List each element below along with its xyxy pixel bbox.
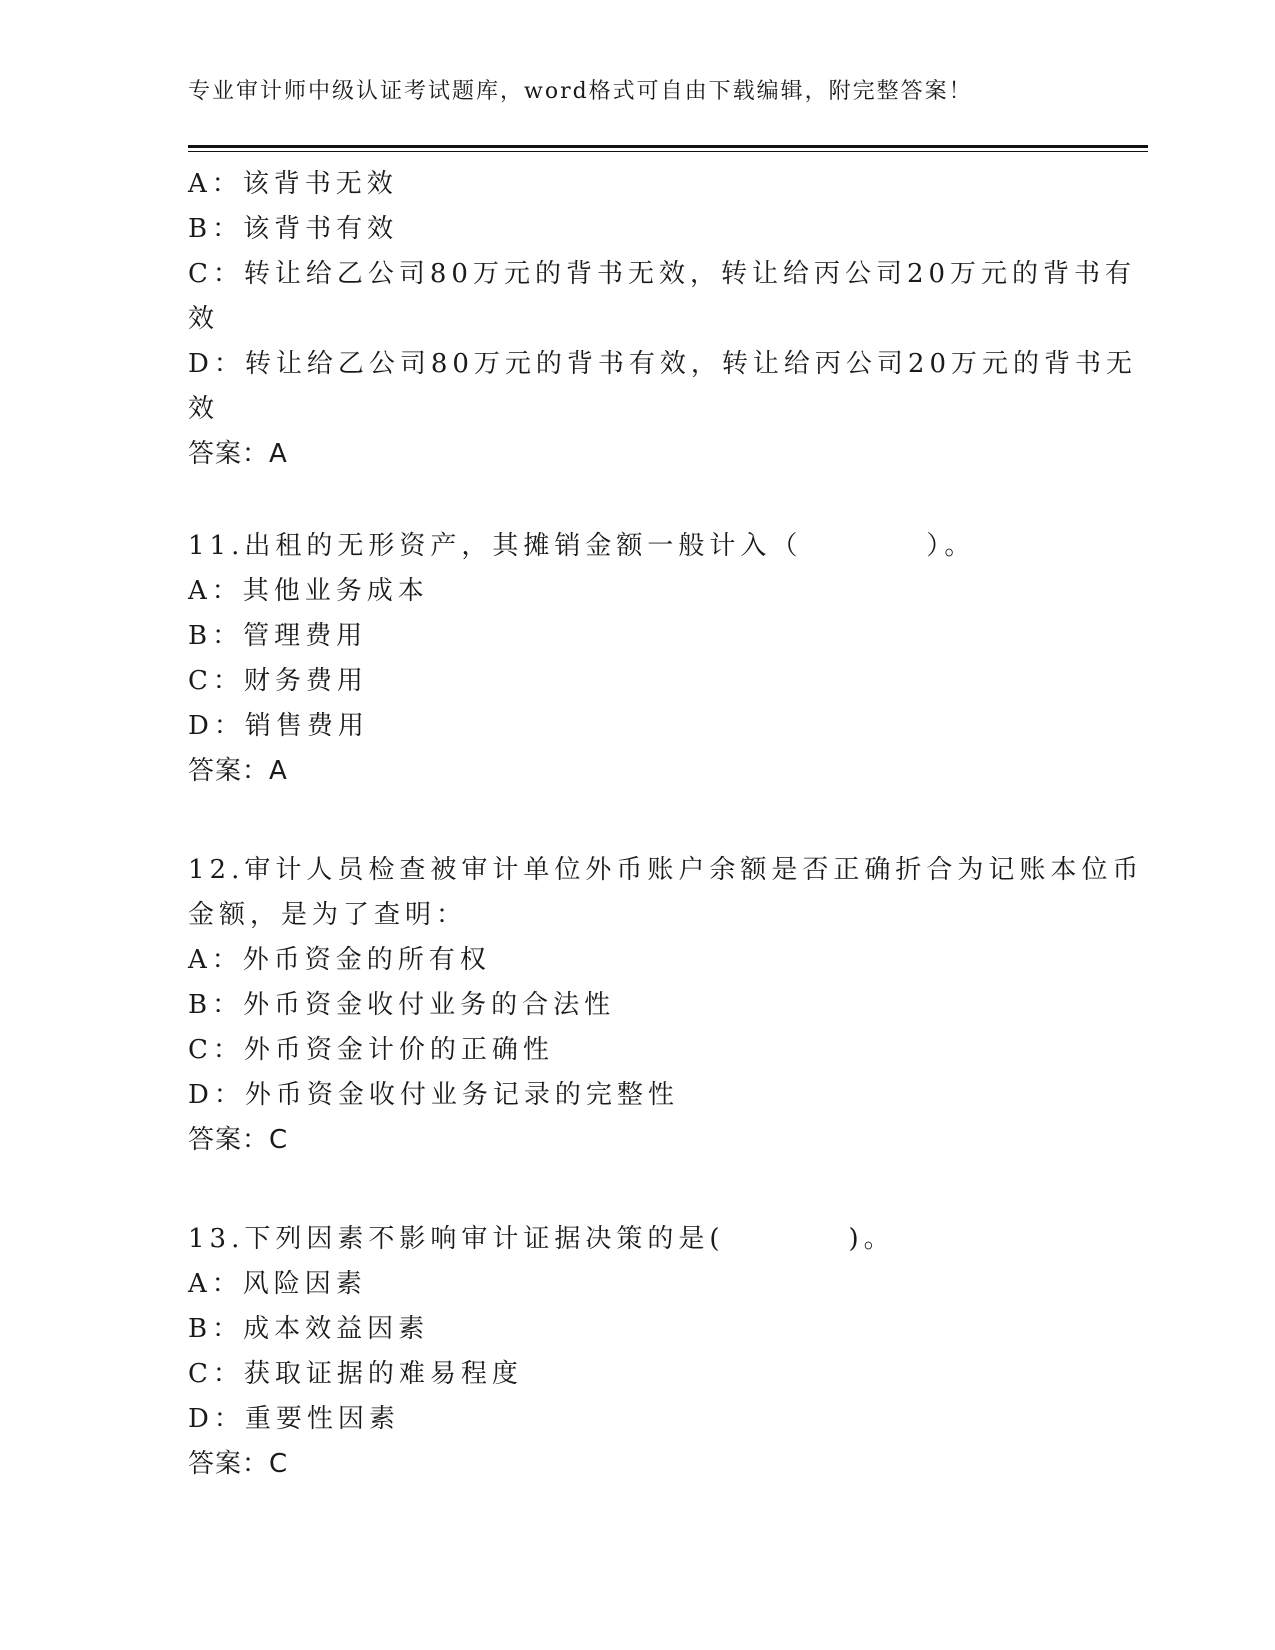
option-d: D：转让给乙公司80万元的背书有效，转让给丙公司20万元的背书无: [188, 349, 1138, 379]
option-d: D：外币资金收付业务记录的完整性: [188, 1080, 679, 1110]
option-b: B：该背书有效: [188, 214, 399, 244]
question-text: 11.出租的无形资产，其摊销金额一般计入（ ）。: [188, 531, 976, 561]
answer-label: 答案：C: [188, 1449, 289, 1479]
question-text: 12.审计人员检查被审计单位外币账户余额是否正确折合为记账本位币: [188, 855, 1144, 885]
question-block-11: [188, 524, 1088, 794]
option-a: A：外币资金的所有权: [188, 945, 491, 975]
question-text: 13.下列因素不影响审计证据决策的是( )。: [188, 1224, 895, 1254]
option-b: B：管理费用: [188, 621, 368, 651]
option-d: D：销售费用: [188, 711, 369, 741]
header-divider-thick: [188, 145, 1148, 148]
option-c: C：转让给乙公司80万元的背书无效，转让给丙公司20万元的背书有: [188, 259, 1137, 289]
question-text-continued: 金额，是为了查明：: [188, 900, 468, 930]
question-block-10: [188, 162, 1138, 477]
option-c: C：获取证据的难易程度: [188, 1359, 523, 1389]
answer-label: 答案：A: [188, 439, 288, 469]
option-b: B：外币资金收付业务的合法性: [188, 990, 616, 1020]
answer-label: 答案：C: [188, 1125, 289, 1155]
option-a: A：该背书无效: [188, 169, 398, 199]
answer-label: 答案：A: [188, 756, 288, 786]
option-c: C：外币资金计价的正确性: [188, 1035, 554, 1065]
option-d-continued: 效: [188, 394, 220, 424]
question-list: [188, 162, 1144, 1487]
question-block-13: [188, 1217, 1088, 1487]
option-c: C：财务费用: [188, 666, 368, 696]
option-a: A：风险因素: [188, 1269, 367, 1299]
option-d: D：重要性因素: [188, 1404, 400, 1434]
page-header: 专业审计师中级认证考试题库，word格式可自由下载编辑，附完整答案！: [188, 79, 973, 104]
option-b: B：成本效益因素: [188, 1314, 430, 1344]
header-divider-thin: [188, 151, 1148, 152]
question-block-12: [188, 848, 1144, 1163]
option-a: A：其他业务成本: [188, 576, 429, 606]
option-c-continued: 效: [188, 304, 220, 334]
